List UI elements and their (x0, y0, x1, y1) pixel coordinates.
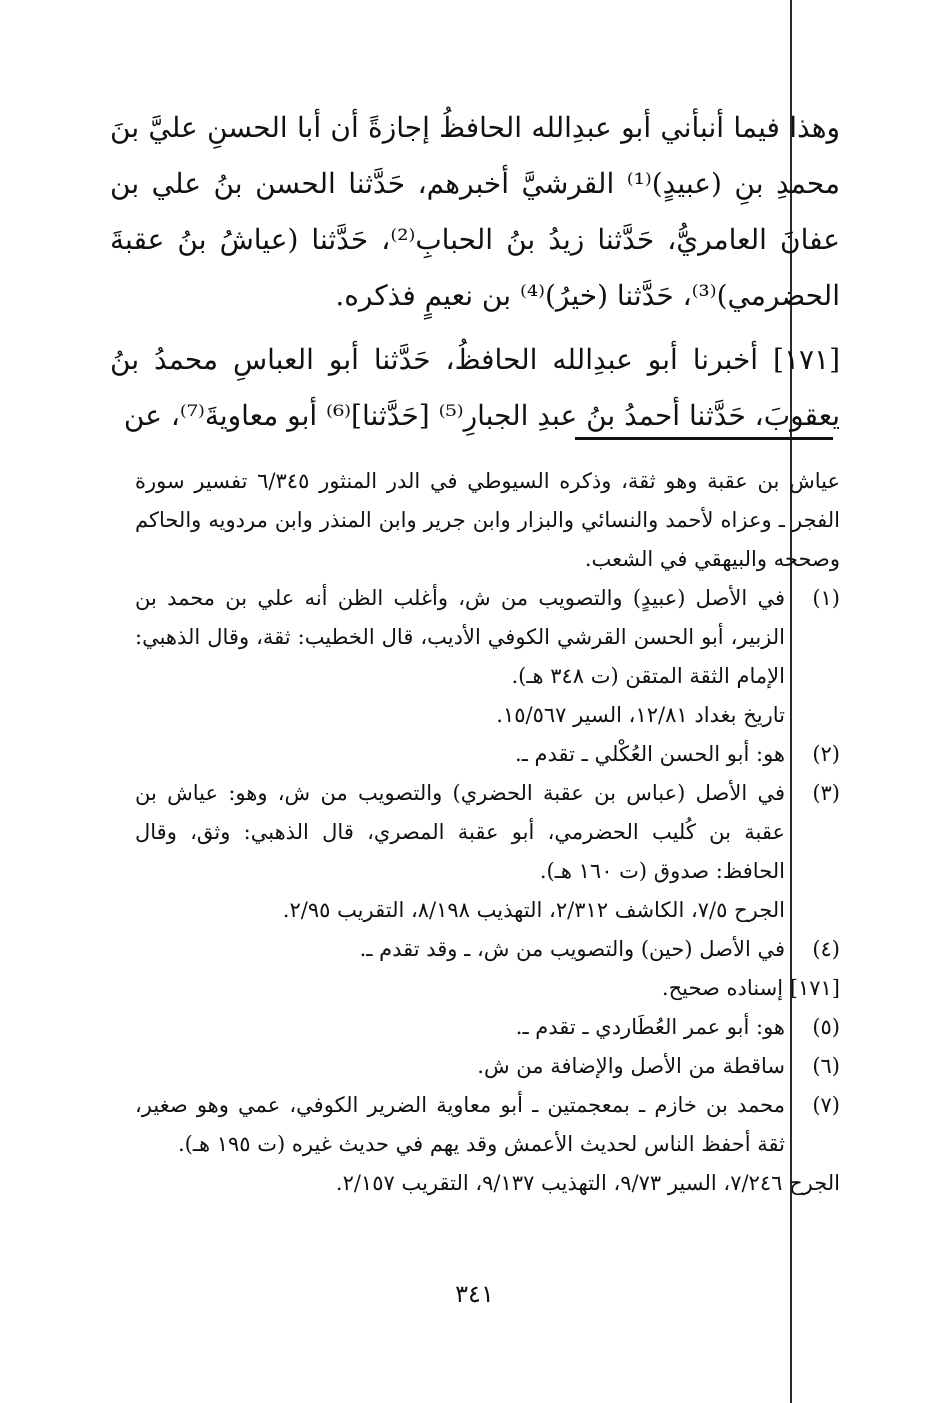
footnote-number: (١) (812, 586, 840, 610)
footnote-text: محمد بن خازم ـ بمعجمتين ـ أبو معاوية الضرير الكوفي، عمي وهو صغير، ثقة أحفظ الناس لحديث الأعمش وقد يهم في حديث غيره (ت ١٩٥ هـ). (135, 1093, 785, 1156)
footnote-number: (٤) (812, 937, 840, 961)
footnote-3 (135, 774, 840, 891)
footnote-3-references: الجرح ٧/٥، الكاشف ٢/٣١٢، التهذيب ٨/١٩٨، التقريب ٢/٩٥. (282, 898, 785, 922)
footnote-text: في الأصل (عبيدٍ) والتصويب من ش، وأغلب الظن أنه علي بن محمد بن الزبير، أبو الحسن القرشي الكوفي الأديب، قال الخطيب: ثقة، وقال الذهبي: الإمام الثقة المتقن (ت ٣٤٨ هـ). (135, 586, 785, 688)
footnote-6 (135, 1047, 840, 1086)
main-text (110, 100, 840, 452)
footnote-number: (٣) (812, 781, 840, 805)
footnote-7-references: الجرح ٧/٢٤٦، السير ٩/٧٣، التهذيب ٩/١٣٧، التقريب ٢/١٥٧. (335, 1171, 840, 1195)
footnote-7 (135, 1086, 840, 1164)
footnote-carry-over: عياش بن عقبة وهو ثقة، وذكره السيوطي في الدر المنثور ٦/٣٤٥ تفسير سورة الفجر ـ وعزاه لأحمد والنسائي والبزار وابن جرير وابن المنذر وابن مردويه والحاكم وصححه والبيهقي في الشعب. (135, 469, 840, 571)
page-number: ٣٤١ (455, 1280, 494, 1308)
footnote-number: (٢) (812, 742, 840, 766)
footnote-number: (٧) (812, 1093, 840, 1117)
footnote-number: (٥) (812, 1015, 840, 1039)
footnote-text: هو: أبو عمر العُطَاردي ـ تقدم ـ. (515, 1015, 785, 1039)
main-paragraph-2: [١٧١] أخبرنا أبو عبدِالله الحافظُ، حَدَّثنا أبو العباسِ محمدُ بنُ يعقوبَ، حَدَّثنا أحمدُ بنُ عبدِ الجبارِ⁽⁵⁾ [حَدَّثنا]⁽⁶⁾ أبو معاويةَ⁽⁷⁾، عن (110, 343, 840, 432)
footnotes-section (135, 462, 840, 1203)
footnote-text: في الأصل (عباس بن عقبة الحضري) والتصويب من ش، وهو: عياش بن عقبة بن كُليب الحضرمي، أبو عقبة المصري، قال الذهبي: وثق، وقال الحافظ: صدوق (ت ١٦٠ هـ). (135, 781, 785, 883)
footnote-text: ساقطة من الأصل والإضافة من ش. (477, 1054, 785, 1078)
main-paragraph-1: وهذا فيما أنبأني أبو عبدِالله الحافظُ إجازةً أن أبا الحسنِ عليَّ بنَ محمدِ بنِ (عبيدٍ)⁽¹⁾ القرشيَّ أخبرهم، حَدَّثنا الحسن بنُ علي بن عفانَ العامريُّ، حَدَّثنا زيدُ بنُ الحبابِ⁽²⁾، حَدَّثنا (عياشُ بنُ عقبةَ الحضرمي)⁽³⁾، حَدَّثنا (خيرُ)⁽⁴⁾ بن نعيمٍ فذكره. (110, 111, 841, 312)
footnote-number: (٦) (812, 1054, 840, 1078)
footnote-1 (135, 579, 840, 696)
footnote-2 (135, 735, 840, 774)
footnote-text: في الأصل (حين) والتصويب من ش، ـ وقد تقدم ـ. (359, 937, 785, 961)
footnote-text: هو: أبو الحسن العُكْلي ـ تقدم ـ. (515, 742, 785, 766)
footnote-5 (135, 1008, 840, 1047)
footnote-4 (135, 930, 840, 969)
footnote-separator (575, 437, 833, 440)
hadith-note: [١٧١] إسناده صحيح. (661, 976, 840, 1000)
footnote-1-references: تاريخ بغداد ١٢/٨١، السير ١٥/٥٦٧. (496, 703, 785, 727)
